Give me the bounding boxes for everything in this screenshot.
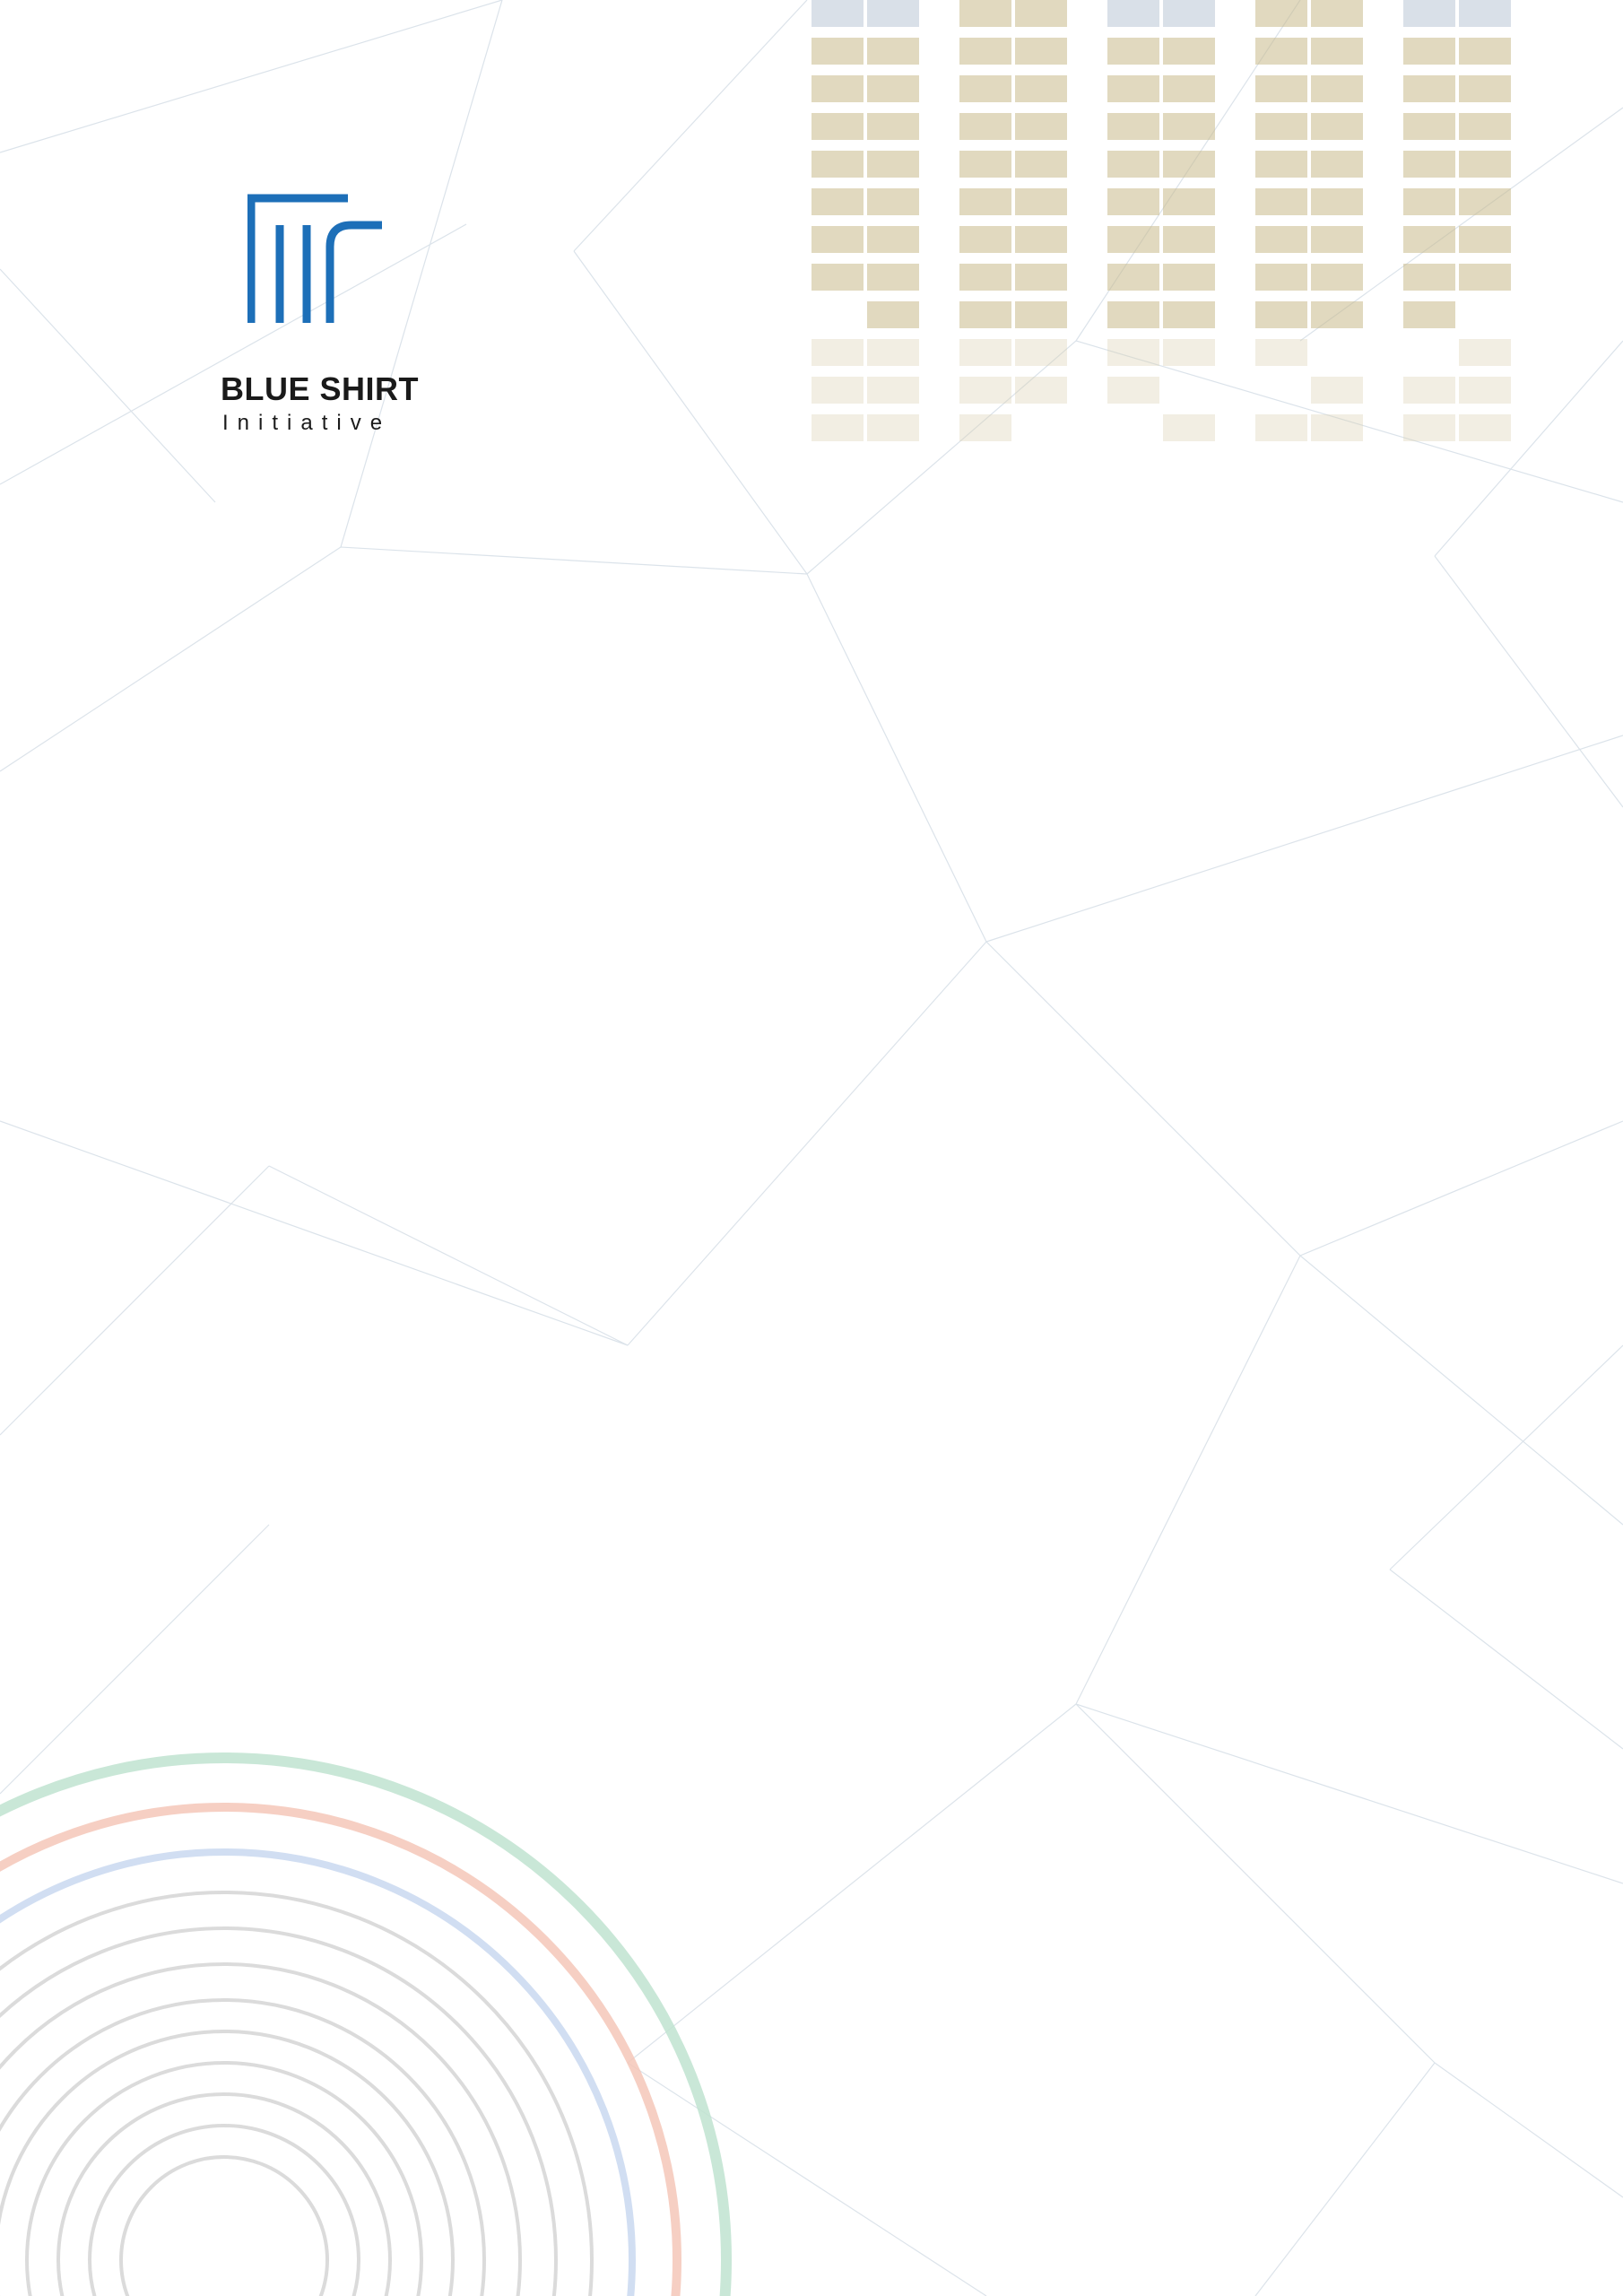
paragraph-line [213, 881, 1406, 925]
brand-name: BLUE SHIRT [221, 370, 419, 407]
paragraph-line [213, 1882, 1406, 1926]
paragraph-line [213, 1621, 1406, 1665]
paragraph-line [213, 1360, 1406, 1404]
sparkle-grid-decoration [812, 0, 1511, 441]
blue-shirt-logo-icon [247, 193, 391, 336]
paragraph-line [213, 1795, 1406, 1839]
paragraph-line [213, 2099, 1406, 2143]
paragraph-line [213, 1403, 1406, 1447]
paragraph-line [213, 2012, 1406, 2056]
paragraph-line [213, 1664, 1406, 1708]
paragraph-line [213, 1577, 1406, 1621]
page-title [213, 628, 1469, 694]
paragraph-line [213, 838, 1406, 882]
paragraph-line [213, 1925, 1406, 1969]
paragraph-line [213, 2056, 1406, 2100]
paragraph-line [213, 1099, 1406, 1143]
paragraph-line [213, 1490, 1406, 1534]
paragraph-line [213, 1012, 1406, 1056]
paragraph-line [213, 968, 1406, 1012]
paragraph-line [213, 1969, 1406, 2013]
body-paragraph [213, 794, 1406, 2186]
paragraph-line [213, 1316, 1406, 1360]
paragraph-line [213, 1229, 1406, 1273]
paragraph-line [213, 1751, 1406, 1795]
paragraph-line [213, 2143, 1406, 2187]
paragraph-line [213, 1273, 1406, 1317]
paragraph-line [213, 794, 1406, 838]
paragraph-line [213, 1838, 1406, 1882]
paragraph-line [213, 925, 1406, 969]
brand-subtitle: Initiative [222, 411, 392, 435]
paragraph-line [213, 1055, 1406, 1099]
paragraph-line [213, 1534, 1406, 1578]
paragraph-line [213, 1708, 1406, 1752]
paragraph-line [213, 1186, 1406, 1230]
paragraph-line [213, 1142, 1406, 1186]
paragraph-line [213, 1447, 1406, 1491]
blue-shirt-logo [221, 193, 436, 444]
